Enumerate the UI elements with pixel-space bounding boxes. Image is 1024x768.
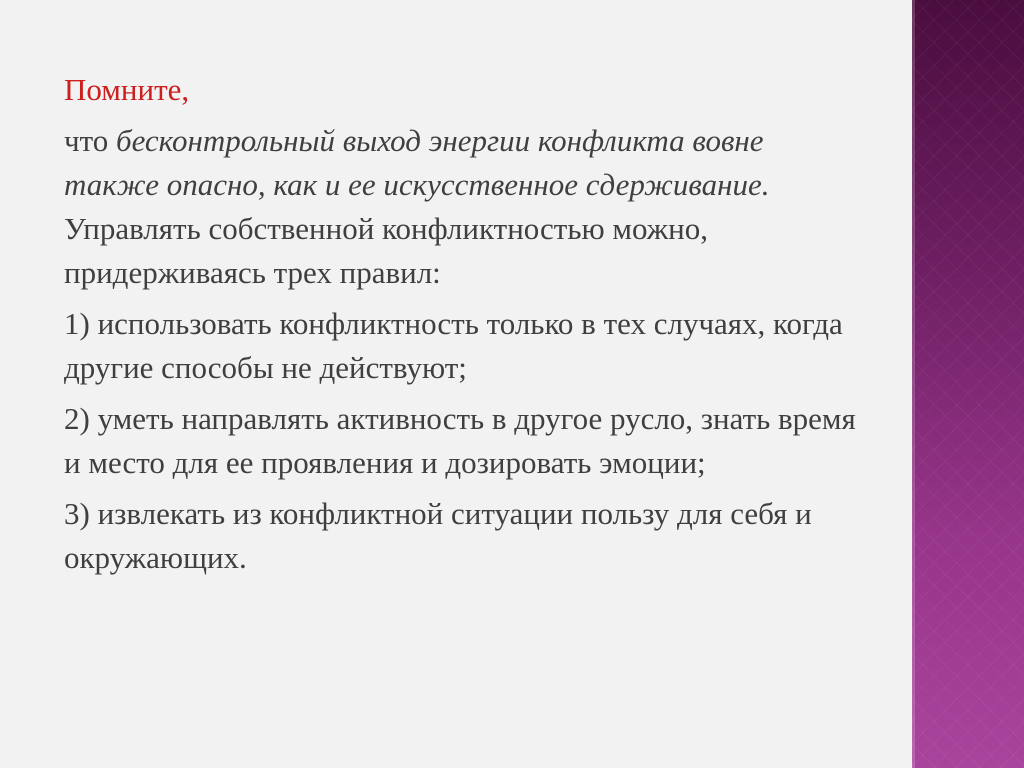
intro-rest: Управлять собственной конфликтностью можно, придерживаясь трех правил: [64, 211, 709, 290]
slide-content [64, 68, 864, 587]
decorative-side-panel [912, 0, 1024, 768]
rule-item-3: 3) извлекать из конфликтной ситуации пользу для себя и окружающих. [64, 496, 812, 575]
rule-item-1: 1) использовать конфликтность только в тех случаях, когда другие способы не действуют; [64, 306, 843, 385]
slide-heading: Помните, [64, 72, 190, 107]
intro-lead: что [64, 123, 109, 158]
intro-paragraph [64, 119, 864, 295]
rule-item-2: 2) уметь направлять активность в другое русло, знать время и место для ее проявления и дозировать эмоции; [64, 401, 856, 480]
intro-italic: бесконтрольный выход энергии конфликта вовне также опасно, как и ее искусственное сдерживание. [64, 123, 770, 202]
